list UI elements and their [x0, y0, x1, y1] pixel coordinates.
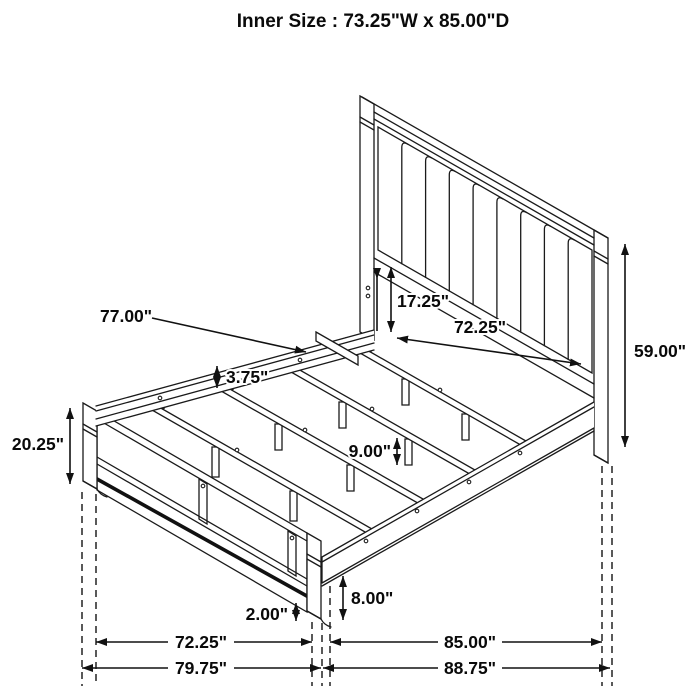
dim-label-slat-leg-height: 9.00" [348, 441, 391, 461]
slat-leg [275, 424, 282, 450]
slat-leg [290, 491, 297, 521]
dim-label-headboard-panel-to-rail: 17.25" [397, 291, 450, 311]
dim-label-inner-width: 72.25" [453, 317, 507, 337]
slat-leg [212, 447, 219, 477]
slat-leg [462, 414, 469, 440]
slat-leg [405, 439, 412, 465]
dim-label-underbed-clearance: 8.00" [351, 588, 394, 608]
slat-leg [347, 465, 354, 491]
slat [346, 338, 526, 448]
footboard-right-post [307, 533, 321, 619]
footboard-left-post [83, 403, 97, 489]
dim-label-footboard-width: 72.25" [174, 632, 228, 652]
headboard [360, 96, 608, 463]
dim-label-headboard-height: 59.00" [634, 341, 687, 361]
dim-label-overall-width: 79.75" [174, 658, 228, 678]
dim-label-slat-rail-length: 77.00" [100, 306, 153, 326]
dim-label-inner-depth: 85.00" [443, 632, 497, 652]
dim-arrow-77 [152, 318, 306, 352]
slat-leg [339, 402, 346, 428]
dim-label-overall-depth: 88.75" [443, 658, 497, 678]
dim-label-footboard-base: 2.00" [245, 604, 288, 624]
slat-leg [402, 379, 409, 405]
dim-label-footboard-height: 20.25" [11, 434, 64, 454]
page-title: Inner Size : 73.25"W x 85.00"D [236, 11, 510, 32]
near-side-rail [322, 402, 594, 586]
dim-label-rail-lip: 3.75" [226, 367, 269, 387]
